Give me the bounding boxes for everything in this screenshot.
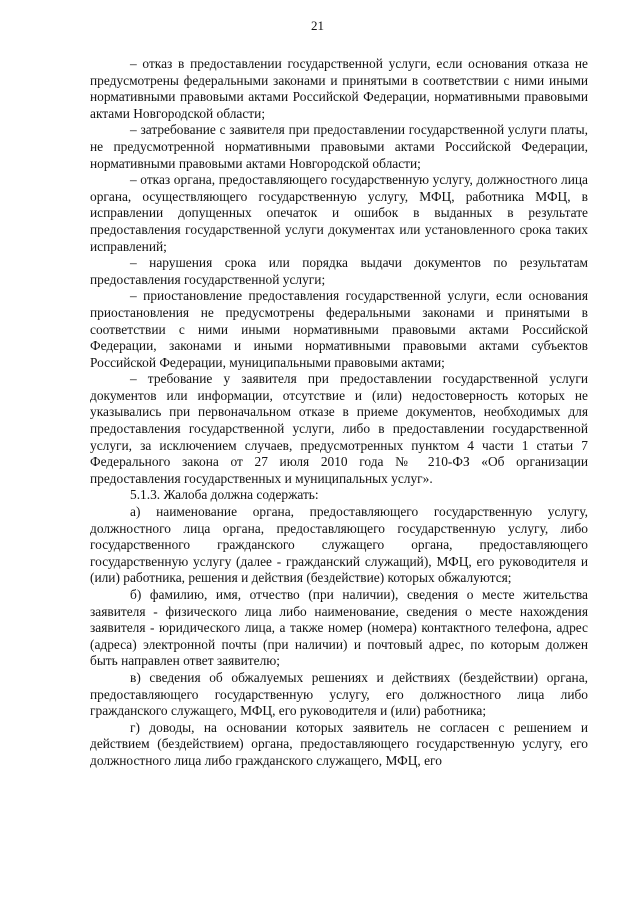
paragraph-section-5-1-3: 5.1.3. Жалоба должна содержать: — [130, 487, 319, 503]
paragraph-item-g: г) доводы, на основании которых заявитель не согласен с решением и действием (бездействием) органа, предоставляющего государственную услугу, его должностного лица либо гражданского служащего, МФЦ, его — [90, 719, 588, 768]
paragraph-item-a: а) наименование органа, предоставляющего государственную услугу, должностного лица органа, предоставляющего государственную услугу, либо государственного гражданского служащего органа, предоставляющего государственную услугу (далее - гражданский служащий), МФЦ, его руководителя и (или) работника, решения и действия (бездействие) которых обжалуются; — [90, 504, 588, 586]
paragraph-fee-demand: – затребование с заявителя при предоставлении государственной услуги платы, не предусмотренной нормативными правовыми актами Российской Федерации, нормативными правовыми актами Новгородской области; — [90, 122, 588, 171]
page-number: 21 — [311, 18, 324, 33]
paragraph-item-v: в) сведения об обжалуемых решениях и действиях (бездействии) органа, предоставляющего государственную услугу, его должностного лица либо гражданского служащего, МФЦ, его руководителя и (или) работника; — [90, 669, 588, 719]
paragraph-delivery-violation: – нарушения срока или порядка выдачи документов по результатам предоставления государственной услуги; — [90, 255, 588, 287]
paragraph-item-b: б) фамилию, имя, отчество (при наличии), сведения о месте жительства заявителя - физического лица либо наименование, сведения о месте нахождения заявителя - юридического лица, а также номер (номера) контактного телефона, адрес (адреса) электронной почты (при наличии) и почтовый адрес, по которым должен быть направлен ответ заявителю; — [90, 587, 588, 669]
paragraph-document-demand: – требование у заявителя при предоставлении государственной услуги документов или информации, отсутствие и (или) недостоверность которых не указывались при первоначальном отказе в приеме документов, необходимых для предоставления государственной услуги, либо в предоставлении государственной услуги, за исключением случаев, предусмотренных пунктом 4 части 1 статьи 7 Федерального закона от 27 июля 2010 года № 210-ФЗ «Об организации предоставления государственных и муниципальных услуг». — [90, 371, 588, 486]
paragraph-suspension: – приостановление предоставления государственной услуги, если основания приостановления не предусмотрены федеральными законами и принятыми в соответствии с ними иными нормативными правовыми актами Российской Федерации, законами и иными нормативными правовыми актами субъектов Российской Федерации, муниципальными правовыми актами; — [90, 288, 588, 370]
paragraph-refusal-of-service: – отказ в предоставлении государственной услуги, если основания отказа не предусмотрены федеральными законами и принятыми в соответствии с ними иными нормативными правовыми актами Российской Федерации, нормативными правовыми актами Новгородской области; — [90, 56, 588, 121]
paragraph-refusal-to-correct-errors: – отказ органа, предоставляющего государственную услугу, должностного лица органа, осуществляющего государственную услугу, МФЦ, работника МФЦ, в исправлении допущенных опечаток и ошибок в выданных в результате предоставления государственной услуги документах или установленного срока таких исправлений; — [90, 172, 588, 254]
document-body — [90, 56, 588, 770]
